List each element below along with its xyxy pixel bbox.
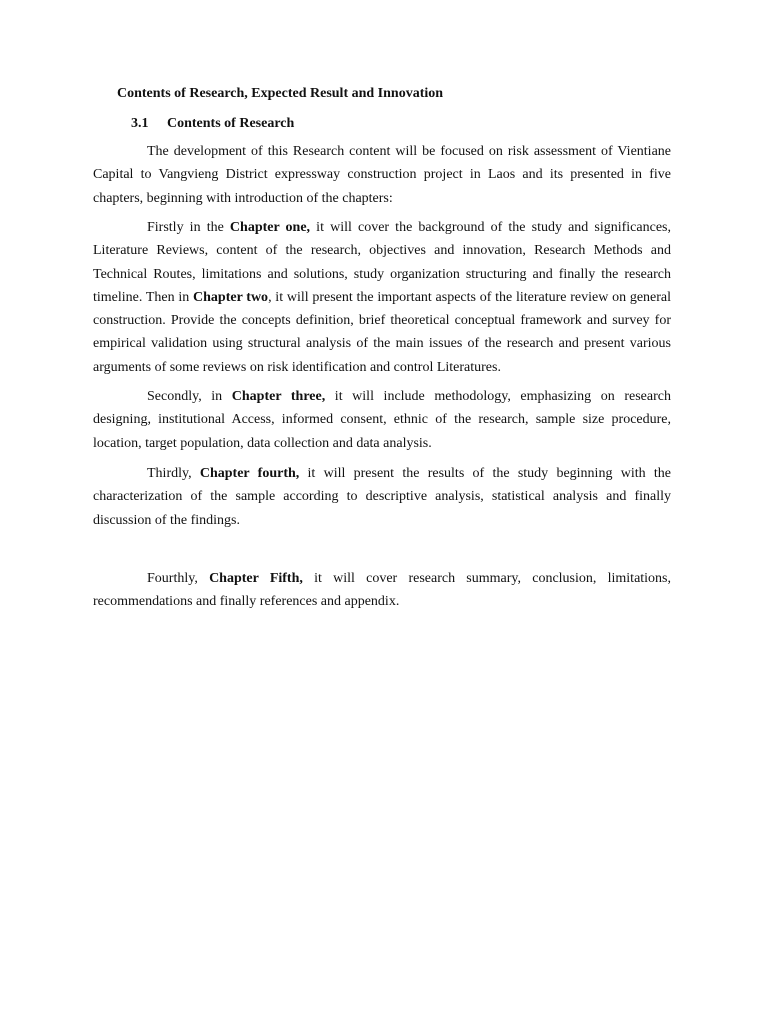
paragraph-chapter-fifth [93,567,671,614]
paragraph-text: Thirdly, [147,466,200,481]
paragraph-text: Fourthly, [147,571,210,586]
paragraph-text: , it will present the important aspects of the literature review on general construction. Provide the concepts definition, brief theoretical conceptual framework and survey for empirical validation using structural analysis of the main issues of the research and present various arguments of some reviews on risk identification and control Literatures. [93,289,672,375]
paragraph-text: it will present the results of the study beginning with the characterization of the sample according to descriptive analysis, statistical analysis and finally discussion of the findings. [93,466,671,528]
paragraph-text: Firstly in the [147,220,230,235]
paragraph-chapter-fourth [93,462,671,532]
paragraph-text: Secondly, in [147,389,232,404]
paragraph-text: it will cover research summary, conclusion, limitations, recommendations and finally references and appendix. [93,571,672,610]
paragraph-text: it will include methodology, emphasizing on research designing, institutional Access, informed consent, ethnic of the research, sample size procedure, location, target population, data collection and data analysis. [93,389,671,451]
chapter-two-label: Chapter two [193,289,269,305]
chapter-three-label: Chapter three, [231,389,326,404]
section-heading: Contents of Research, Expected Result and Innovation [117,86,444,101]
paragraph-chapter-three [93,385,671,455]
subsection-number: 3.1 [131,116,149,131]
paragraph-text: it will cover the background of the study and significances, Literature Reviews, content of the research, objectives and innovation, Research Methods and Technical Routes, limitations and solutions, study organization structuring and finally the research timeline. Then in [93,220,671,305]
paragraph-chapters-one-two [93,216,671,379]
subsection-heading [131,116,294,132]
chapter-fourth-label: Chapter fourth, [199,466,300,481]
chapter-fifth-label: Chapter Fifth, [209,571,303,586]
chapter-one-label: Chapter one, [229,220,311,235]
paragraph-text: The development of this Research content will be focused on risk assessment of Vientiane Capital to Vangvieng District expressway construction project in Laos and its presented in five chapters, beginning with introduction of the chapters: [93,144,671,206]
paragraph-intro [93,140,671,210]
subsection-title: Contents of Research [167,116,295,131]
